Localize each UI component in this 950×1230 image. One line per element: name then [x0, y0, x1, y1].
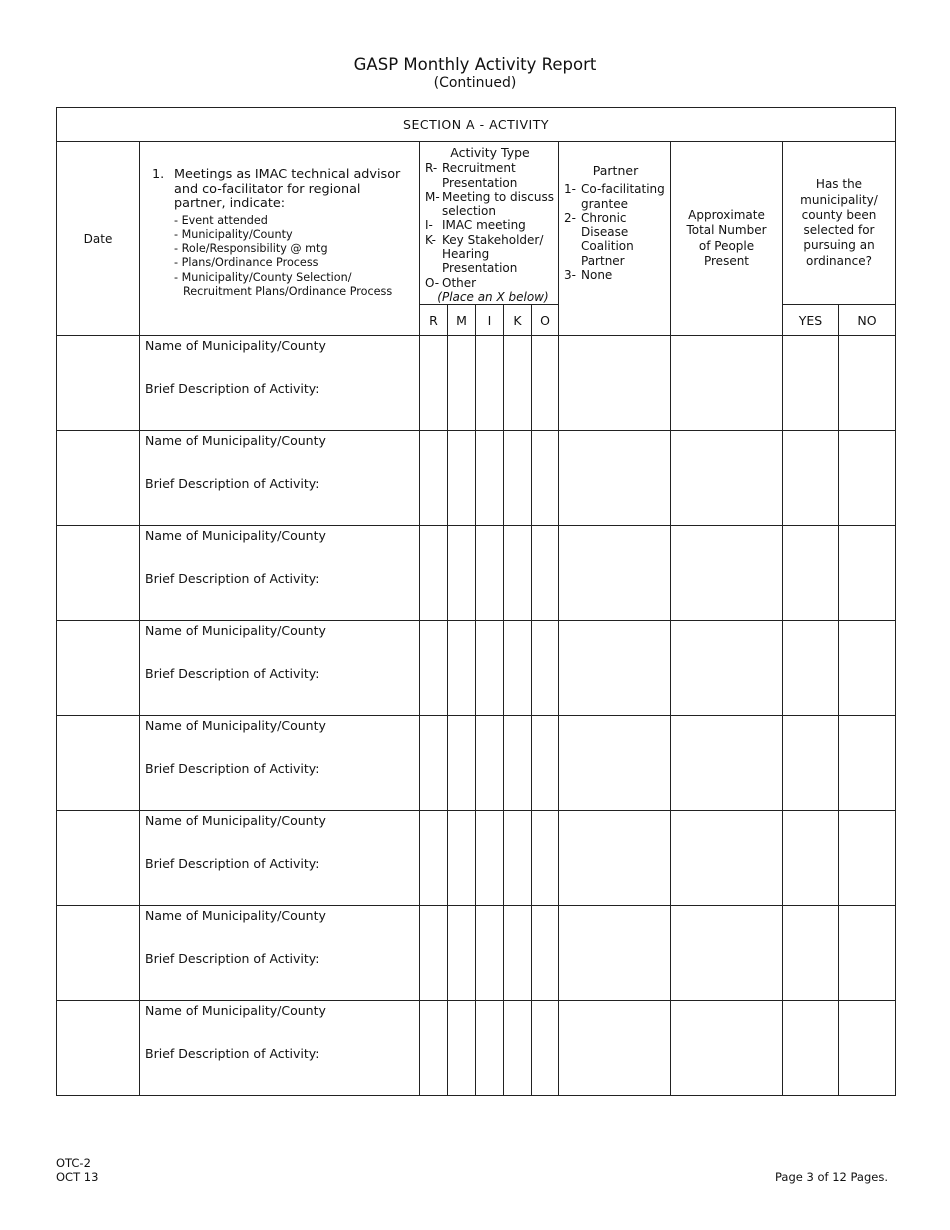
- no-cell[interactable]: [839, 621, 896, 716]
- activity-type-cell-k[interactable]: [504, 526, 532, 621]
- activity-cell[interactable]: [140, 906, 420, 1001]
- yes-cell[interactable]: [783, 336, 839, 431]
- form-code-date: OCT 13: [56, 1170, 99, 1184]
- no-header: NO: [839, 305, 896, 336]
- date-cell[interactable]: [57, 621, 140, 716]
- activity-code-line: Hearing Presentation: [442, 247, 518, 276]
- activity-type-cell-o[interactable]: [532, 431, 559, 526]
- meetings-list-item: Recruitment Plans/Ordinance Process: [183, 284, 393, 298]
- date-header: Date: [57, 142, 140, 336]
- partner-option-line: None: [581, 268, 613, 283]
- partner-cell[interactable]: [559, 431, 671, 526]
- activity-type-cell-o[interactable]: [532, 621, 559, 716]
- report-title: GASP Monthly Activity Report: [353, 55, 597, 74]
- description-label: Brief Description of Activity:: [145, 1046, 320, 1062]
- activity-code-text: [442, 161, 517, 190]
- municipality-label: Name of Municipality/County: [145, 813, 326, 829]
- table-row: [57, 811, 896, 906]
- activity-type-cell-r[interactable]: [420, 1001, 448, 1096]
- activity-type-cell-i[interactable]: [476, 336, 504, 431]
- selected-line: Has the: [815, 177, 863, 192]
- date-cell[interactable]: [57, 336, 140, 431]
- activity-type-cell-m[interactable]: [448, 621, 476, 716]
- description-label: Brief Description of Activity:: [145, 381, 320, 397]
- no-cell[interactable]: [839, 526, 896, 621]
- approx-cell[interactable]: [671, 716, 783, 811]
- activity-type-code: [425, 233, 555, 276]
- partner-cell[interactable]: [559, 526, 671, 621]
- table-row: [57, 1001, 896, 1096]
- selected-line: pursuing an: [803, 238, 875, 253]
- activity-code-text: [442, 190, 554, 219]
- approx-cell[interactable]: [671, 526, 783, 621]
- date-cell[interactable]: [57, 716, 140, 811]
- activity-cell[interactable]: [140, 526, 420, 621]
- activity-code-line: Presentation: [442, 175, 518, 190]
- activity-cell[interactable]: [140, 811, 420, 906]
- selected-line: county been: [801, 207, 877, 222]
- meetings-list: [174, 214, 413, 300]
- approx-cell[interactable]: [671, 1001, 783, 1096]
- table-row: [57, 336, 896, 431]
- activity-type-cell-i[interactable]: [476, 811, 504, 906]
- activity-type-cell-i[interactable]: [476, 526, 504, 621]
- activity-type-cell-o[interactable]: [532, 811, 559, 906]
- report-subtitle: (Continued): [433, 75, 517, 91]
- meetings-intro: Meetings as IMAC technical advisor and co-facilitator for regional partner, indicate:: [174, 167, 401, 211]
- meetings-list-item: - Municipality/County: [174, 227, 293, 241]
- activity-type-cell-i[interactable]: [476, 1001, 504, 1096]
- activity-code-letter: O-: [425, 275, 440, 290]
- approx-cell[interactable]: [671, 336, 783, 431]
- activity-type-cell-o[interactable]: [532, 336, 559, 431]
- no-cell[interactable]: [839, 716, 896, 811]
- partner-cell[interactable]: [559, 621, 671, 716]
- approx-header: [671, 142, 783, 336]
- no-cell[interactable]: [839, 811, 896, 906]
- partner-cell[interactable]: [559, 336, 671, 431]
- meetings-list-item: - Role/Responsibility @ mtg: [174, 242, 328, 256]
- activity-code-line: Recruitment: [442, 161, 516, 176]
- activity-type-cell-m[interactable]: [448, 906, 476, 1001]
- partner-option: [564, 211, 667, 268]
- table-row: [57, 716, 896, 811]
- table-row: [57, 526, 896, 621]
- description-label: Brief Description of Activity:: [145, 856, 320, 872]
- approx-cell[interactable]: [671, 621, 783, 716]
- partner-option-line: Co-facilitating: [581, 182, 665, 197]
- selected-line: municipality/: [800, 192, 878, 207]
- partner-cell[interactable]: [559, 906, 671, 1001]
- description-label: Brief Description of Activity:: [145, 951, 320, 967]
- partner-option-code: 2-: [564, 210, 576, 225]
- selected-line: ordinance?: [806, 253, 872, 268]
- no-cell[interactable]: [839, 431, 896, 526]
- date-cell[interactable]: [57, 526, 140, 621]
- activity-type-cell-i[interactable]: [476, 906, 504, 1001]
- approx-line: of People: [698, 238, 755, 253]
- activity-code-text: [442, 276, 476, 290]
- selected-header: [783, 142, 896, 305]
- activity-type-cell-r[interactable]: [420, 431, 448, 526]
- activity-type-cell-o[interactable]: [532, 526, 559, 621]
- activity-type-cell-r[interactable]: [420, 906, 448, 1001]
- activity-type-header: [420, 142, 559, 305]
- activity-type-cell-k[interactable]: [504, 1001, 532, 1096]
- municipality-label: Name of Municipality/County: [145, 338, 326, 354]
- activity-type-cell-o[interactable]: [532, 906, 559, 1001]
- letter-i: I: [476, 305, 504, 336]
- partner-cell[interactable]: [559, 716, 671, 811]
- activity-type-cell-k[interactable]: [504, 431, 532, 526]
- table-row: [57, 906, 896, 1001]
- activity-type-cell-k[interactable]: [504, 621, 532, 716]
- activity-code-text: [442, 233, 555, 276]
- yes-header: YES: [783, 305, 839, 336]
- approx-line: Approximate: [688, 208, 765, 223]
- activity-type-code: [425, 276, 555, 290]
- yes-cell[interactable]: [783, 621, 839, 716]
- partner-option: [564, 182, 667, 211]
- activity-type-code: [425, 161, 555, 190]
- meetings-header: [140, 142, 420, 336]
- description-label: Brief Description of Activity:: [145, 761, 320, 777]
- activity-code-line: Meeting to discuss: [442, 189, 554, 204]
- partner-option-code: 1-: [564, 182, 576, 197]
- activity-code-line: selection: [442, 204, 496, 219]
- approx-cell[interactable]: [671, 811, 783, 906]
- activity-type-cell-m[interactable]: [448, 811, 476, 906]
- activity-cell[interactable]: [140, 431, 420, 526]
- description-label: Brief Description of Activity:: [145, 666, 320, 682]
- partner-option-code: 3-: [564, 268, 576, 283]
- no-cell[interactable]: [839, 906, 896, 1001]
- activity-code-letter: I-: [425, 218, 433, 233]
- yes-cell[interactable]: [783, 716, 839, 811]
- form-code-number: OTC-2: [56, 1156, 91, 1170]
- date-cell[interactable]: [57, 431, 140, 526]
- partner-option-text: [581, 268, 612, 282]
- letter-r: R: [420, 305, 448, 336]
- activity-code-letter: R-: [425, 161, 438, 176]
- selected-line: selected for: [803, 223, 875, 238]
- municipality-label: Name of Municipality/County: [145, 433, 326, 449]
- activity-type-cell-o[interactable]: [532, 1001, 559, 1096]
- activity-type-note: (Place an X below): [437, 289, 549, 304]
- partner-option: [564, 268, 667, 282]
- meetings-list-item: - Plans/Ordinance Process: [174, 256, 319, 270]
- activity-type-heading: Activity Type: [450, 145, 530, 160]
- yes-cell[interactable]: [783, 811, 839, 906]
- partner-option-line: Coalition: [581, 239, 634, 254]
- yes-cell[interactable]: [783, 1001, 839, 1096]
- municipality-label: Name of Municipality/County: [145, 718, 326, 734]
- municipality-label: Name of Municipality/County: [145, 908, 326, 924]
- yes-cell[interactable]: [783, 431, 839, 526]
- activity-type-cell-m[interactable]: [448, 431, 476, 526]
- activity-cell[interactable]: [140, 336, 420, 431]
- form-code: [56, 1156, 98, 1184]
- activity-type-cell-r[interactable]: [420, 621, 448, 716]
- partner-cell[interactable]: [559, 811, 671, 906]
- activity-cell[interactable]: [140, 621, 420, 716]
- meetings-number: 1.: [152, 167, 165, 182]
- activity-type-cell-m[interactable]: [448, 1001, 476, 1096]
- activity-code-text: [442, 218, 526, 232]
- yes-cell[interactable]: [783, 526, 839, 621]
- activity-type-cell-k[interactable]: [504, 336, 532, 431]
- approx-line: Total Number: [686, 223, 767, 238]
- partner-option-line: Disease: [581, 225, 629, 240]
- activity-type-cell-i[interactable]: [476, 431, 504, 526]
- activity-type-cell-k[interactable]: [504, 716, 532, 811]
- letter-o: O: [532, 305, 559, 336]
- activity-type-cell-r[interactable]: [420, 716, 448, 811]
- date-cell[interactable]: [57, 811, 140, 906]
- activity-type-cell-k[interactable]: [504, 811, 532, 906]
- activity-type-cell-r[interactable]: [420, 526, 448, 621]
- activity-code-line: Key Stakeholder/: [442, 232, 544, 247]
- date-cell[interactable]: [57, 1001, 140, 1096]
- approx-cell[interactable]: [671, 906, 783, 1001]
- activity-cell[interactable]: [140, 716, 420, 811]
- partner-option-line: Partner: [581, 253, 625, 268]
- activity-type-cell-i[interactable]: [476, 716, 504, 811]
- activity-type-cell-o[interactable]: [532, 716, 559, 811]
- table-row: [57, 621, 896, 716]
- meetings-list-item: - Event attended: [174, 213, 268, 227]
- date-cell[interactable]: [57, 906, 140, 1001]
- partner-option-line: grantee: [581, 196, 628, 211]
- no-cell[interactable]: [839, 336, 896, 431]
- municipality-label: Name of Municipality/County: [145, 623, 326, 639]
- letter-k: K: [504, 305, 532, 336]
- meetings-list-item: - Municipality/County Selection/: [174, 270, 352, 284]
- partner-option-text: [581, 182, 665, 211]
- activity-type-cell-m[interactable]: [448, 336, 476, 431]
- activity-code-letter: K-: [425, 232, 436, 247]
- municipality-label: Name of Municipality/County: [145, 528, 326, 544]
- partner-option-text: [581, 211, 634, 268]
- letter-m: M: [448, 305, 476, 336]
- activity-type-cell-m[interactable]: [448, 716, 476, 811]
- partner-heading: Partner: [592, 163, 639, 178]
- description-label: Brief Description of Activity:: [145, 571, 320, 587]
- description-label: Brief Description of Activity:: [145, 476, 320, 492]
- approx-line: Present: [703, 253, 750, 268]
- partner-option-line: Chronic: [581, 210, 627, 225]
- activity-cell[interactable]: [140, 1001, 420, 1096]
- no-cell[interactable]: [839, 1001, 896, 1096]
- partner-cell[interactable]: [559, 1001, 671, 1096]
- activity-type-cell-r[interactable]: [420, 811, 448, 906]
- municipality-label: Name of Municipality/County: [145, 1003, 326, 1019]
- partner-header: [559, 142, 671, 336]
- activity-type-code: [425, 218, 555, 232]
- activity-type-cell-m[interactable]: [448, 526, 476, 621]
- table-row: [57, 431, 896, 526]
- activity-code-line: Other: [442, 275, 477, 290]
- activity-code-letter: M-: [425, 189, 440, 204]
- activity-type-cell-r[interactable]: [420, 336, 448, 431]
- activity-code-line: IMAC meeting: [442, 218, 526, 233]
- page-number: Page 3 of 12 Pages.: [775, 1170, 888, 1184]
- yes-cell[interactable]: [783, 906, 839, 1001]
- activity-table: [56, 107, 896, 1096]
- activity-type-code: [425, 190, 555, 219]
- activity-type-cell-i[interactable]: [476, 621, 504, 716]
- section-title: SECTION A - ACTIVITY: [57, 108, 896, 142]
- activity-type-cell-k[interactable]: [504, 906, 532, 1001]
- approx-cell[interactable]: [671, 431, 783, 526]
